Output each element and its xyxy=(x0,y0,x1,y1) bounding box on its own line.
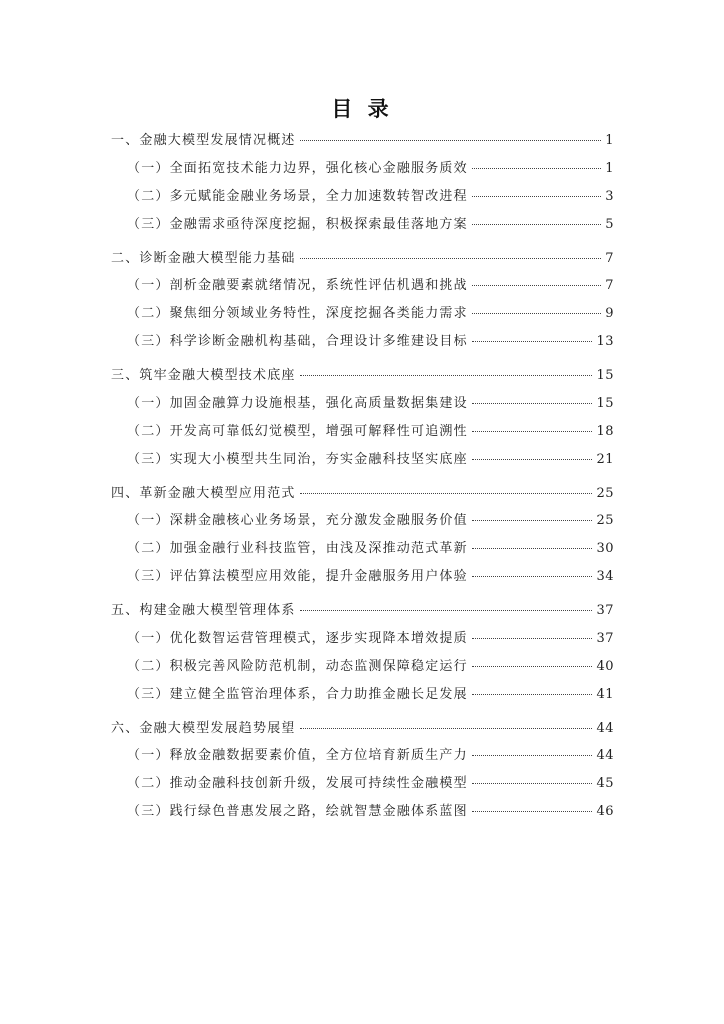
toc-sub-text: （一）加固金融算力设施根基，强化高质量数据集建设 xyxy=(127,395,468,411)
toc-sub-text: （一）全面拓宽技术能力边界，强化核心金融服务质效 xyxy=(127,160,468,176)
dot-leader xyxy=(472,331,593,342)
toc-sub-entry[interactable] xyxy=(111,653,614,681)
page-number: 25 xyxy=(596,485,614,501)
page-number: 18 xyxy=(596,423,614,439)
toc-heading-text: 一、金融大模型发展情况概述 xyxy=(111,133,296,148)
toc-heading-entry[interactable] xyxy=(111,716,614,743)
toc-sub-text: （三）实现大小模型共生同治，夯实金融科技坚实底座 xyxy=(127,451,468,467)
toc-sub-text: （一）剖析金融要素就绪情况，系统性评估机遇和挑战 xyxy=(127,278,468,293)
page-number: 37 xyxy=(596,630,614,646)
toc-sub-entry[interactable] xyxy=(111,390,614,418)
toc-sub-entry[interactable] xyxy=(111,681,614,709)
dot-leader xyxy=(300,365,593,376)
toc-sub-entry[interactable] xyxy=(111,155,614,183)
toc-sub-text: （一）深耕金融核心业务场景，充分激发金融服务价值 xyxy=(127,513,468,528)
toc-section xyxy=(111,246,614,357)
page-number: 7 xyxy=(605,250,614,266)
dot-leader xyxy=(300,248,602,259)
toc-heading-text: 三、筑牢金融大模型技术底座 xyxy=(111,368,296,383)
page-number: 9 xyxy=(605,306,614,321)
toc-section xyxy=(111,598,614,709)
dot-leader xyxy=(472,186,601,197)
toc-heading-entry[interactable] xyxy=(111,246,614,273)
toc-sub-entry[interactable] xyxy=(111,300,614,328)
toc-sub-entry[interactable] xyxy=(111,770,614,798)
page-number: 25 xyxy=(596,513,614,528)
page-number: 5 xyxy=(605,216,614,232)
page-number: 1 xyxy=(605,160,614,176)
page-number: 7 xyxy=(605,278,614,293)
toc-sub-entry[interactable] xyxy=(111,183,614,211)
toc-sub-text: （三）科学诊断金融机构基础，合理设计多维建设目标 xyxy=(127,334,468,349)
toc-sub-text: （三）践行绿色普惠发展之路，绘就智慧金融体系蓝图 xyxy=(127,804,468,819)
toc-sub-text: （二）积极完善风险防范机制，动态监测保障稳定运行 xyxy=(127,658,468,674)
dot-leader xyxy=(300,130,602,141)
toc-sub-text: （三）金融需求亟待深度挖掘，积极探索最佳落地方案 xyxy=(127,216,468,232)
page-number: 41 xyxy=(596,686,614,702)
toc-sub-entry[interactable] xyxy=(111,535,614,563)
toc-heading-text: 二、诊断金融大模型能力基础 xyxy=(111,250,296,266)
dot-leader xyxy=(472,773,593,784)
dot-leader xyxy=(300,600,593,611)
toc-heading-text: 四、革新金融大模型应用范式 xyxy=(111,485,296,501)
page-number: 40 xyxy=(596,658,614,674)
toc-sub-text: （二）多元赋能金融业务场景，全力加速数转智改进程 xyxy=(127,188,468,204)
toc-heading-entry[interactable] xyxy=(111,598,614,625)
dot-leader xyxy=(472,566,593,577)
page-number: 3 xyxy=(605,188,614,204)
page-number: 1 xyxy=(605,133,614,148)
toc-heading-entry[interactable] xyxy=(111,128,614,155)
dot-leader xyxy=(472,684,593,695)
dot-leader xyxy=(472,745,593,756)
dot-leader xyxy=(472,158,601,169)
page-number: 46 xyxy=(596,804,614,819)
toc-heading-entry[interactable] xyxy=(111,481,614,508)
toc-sub-entry[interactable] xyxy=(111,742,614,770)
page-number: 21 xyxy=(596,451,614,467)
toc-sub-text: （二）加强金融行业科技监管，由浅及深推动范式革新 xyxy=(127,541,468,556)
toc-sub-entry[interactable] xyxy=(111,507,614,535)
toc-sub-text: （二）开发高可靠低幻觉模型，增强可解释性可追溯性 xyxy=(127,423,468,439)
toc-sub-entry[interactable] xyxy=(111,328,614,356)
page-number: 34 xyxy=(596,569,614,584)
page-number: 44 xyxy=(596,748,614,763)
dot-leader xyxy=(300,718,593,729)
toc-sub-entry[interactable] xyxy=(111,211,614,239)
toc-section xyxy=(111,363,614,474)
page-number: 37 xyxy=(596,603,614,618)
table-of-contents xyxy=(111,128,614,833)
toc-sub-text: （一）释放金融数据要素价值，全方位培育新质生产力 xyxy=(127,748,468,763)
toc-sub-text: （二）聚焦细分领域业务特性，深度挖掘各类能力需求 xyxy=(127,306,468,321)
toc-sub-text: （三）评估算法模型应用效能，提升金融服务用户体验 xyxy=(127,569,468,584)
page-number: 13 xyxy=(596,334,614,349)
dot-leader xyxy=(472,393,593,404)
toc-title: 目 录 xyxy=(331,97,393,121)
dot-leader xyxy=(472,275,601,286)
toc-heading-entry[interactable] xyxy=(111,363,614,390)
dot-leader xyxy=(472,421,593,432)
toc-section xyxy=(111,716,614,827)
toc-sub-entry[interactable] xyxy=(111,625,614,653)
toc-section xyxy=(111,481,614,592)
page-number: 15 xyxy=(596,368,614,383)
toc-section xyxy=(111,128,614,239)
toc-heading-text: 六、金融大模型发展趋势展望 xyxy=(111,720,296,736)
toc-heading-text: 五、构建金融大模型管理体系 xyxy=(111,603,296,618)
page-number: 45 xyxy=(596,776,614,791)
toc-sub-entry[interactable] xyxy=(111,272,614,300)
page-number: 30 xyxy=(596,541,614,556)
page-number: 15 xyxy=(596,395,614,411)
dot-leader xyxy=(472,628,593,639)
dot-leader xyxy=(472,538,593,549)
dot-leader xyxy=(472,801,593,812)
toc-sub-entry[interactable] xyxy=(111,563,614,591)
toc-sub-entry[interactable] xyxy=(111,798,614,826)
dot-leader xyxy=(472,449,593,460)
toc-sub-text: （三）建立健全监管治理体系，合力助推金融长足发展 xyxy=(127,686,468,702)
toc-sub-entry[interactable] xyxy=(111,418,614,446)
dot-leader xyxy=(300,483,593,494)
dot-leader xyxy=(472,656,593,667)
toc-sub-text: （一）优化数智运营管理模式，逐步实现降本增效提质 xyxy=(127,630,468,646)
page-number: 44 xyxy=(596,720,614,736)
dot-leader xyxy=(472,510,593,521)
dot-leader xyxy=(472,303,601,314)
toc-sub-entry[interactable] xyxy=(111,446,614,474)
toc-sub-text: （二）推动金融科技创新升级，发展可持续性金融模型 xyxy=(127,776,468,791)
dot-leader xyxy=(472,214,601,225)
